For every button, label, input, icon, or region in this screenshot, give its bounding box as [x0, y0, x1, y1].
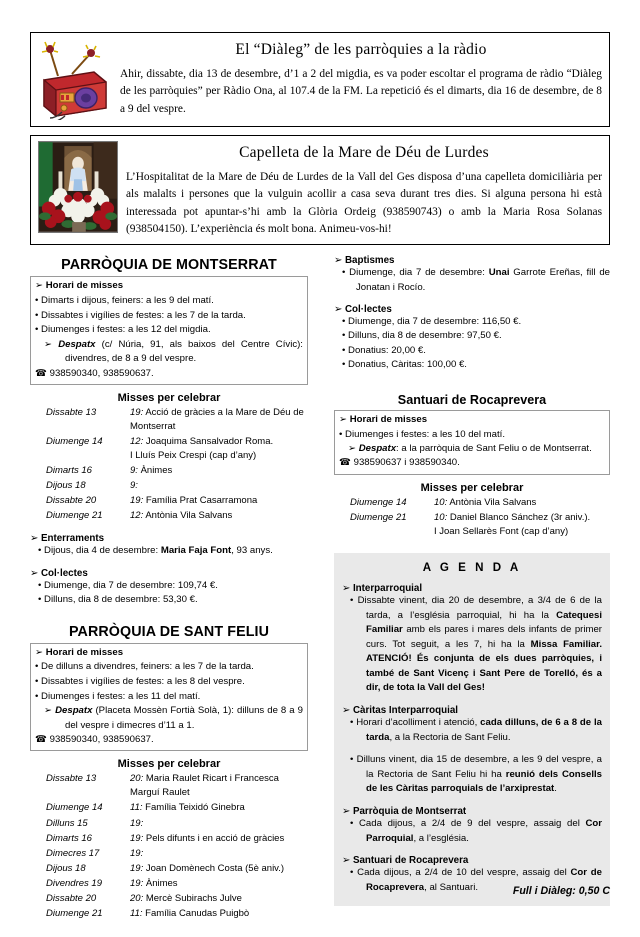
bullet-icon: •: [35, 295, 39, 307]
parish-title-santfeliu: PARRÒQUIA DE SANT FELIU: [68, 623, 270, 640]
collection-item: • Diumenge, dia 7 de desembre: 109,74 €.: [38, 579, 218, 591]
arrow-icon: ➢: [44, 705, 53, 717]
montserrat-phone: ☎ 938590340, 938590637.: [35, 367, 154, 379]
arrow-icon: ➢: [342, 805, 351, 817]
schedule-item: • Dissabtes i vigílies de festes: a les 7 de la tarda.: [35, 309, 246, 321]
arrow-icon: ➢: [35, 280, 44, 292]
left-column: [30, 255, 308, 922]
table-row: Dijous 18 19: Joan Domènech Costa (5è aniv.): [46, 862, 285, 874]
bullet-icon: •: [350, 595, 354, 607]
table-row: Diumenge 21 10: Daniel Blanco Sánchez (3r aniv.). I Joan Sellarès Font (cap d’any): [350, 511, 591, 537]
arrow-icon: ➢: [339, 413, 348, 425]
agenda-item: • Dilluns vinent, dia 15 de desembre, a les 9 del vespre, a la Rectoria de Sant Feliu hi ha reunió dels Consells de les Càritas parroquials de l’arxiprestat.: [350, 754, 603, 795]
table-row: Dimarts 16 19: Pels difunts i en acció de gràcies: [46, 832, 285, 844]
bullet-icon: •: [342, 359, 346, 371]
table-row: Dissabte 20 20: Mercè Subirachs Julve: [46, 892, 242, 904]
arrow-icon: ➢: [334, 304, 343, 316]
baptisms-section: [334, 255, 610, 295]
burial-item: • Dijous, dia 4 de desembre: Maria Faja Font, 93 anys.: [38, 545, 273, 557]
schedule-item: • Diumenges i festes: a les 11 del matí.: [35, 690, 201, 702]
montserrat-office: ➢ Despatx (c/ Núria, 91, als baixos del Centre Cívic): divendres, de 8 a 9 del vespre.: [44, 338, 303, 365]
collection-item: • Dilluns, dia 8 de desembre: 97,50 €.: [342, 330, 502, 342]
bullet-icon: •: [350, 817, 354, 829]
arrow-icon: ➢: [30, 533, 39, 545]
agenda-block: [342, 806, 602, 846]
collection-item: • Donatius, Càritas: 100,00 €.: [342, 359, 467, 371]
bullet-icon: •: [342, 344, 346, 356]
agenda-box: [334, 553, 610, 906]
collection-item: • Donatius: 20,00 €.: [342, 344, 426, 356]
montserrat-burials: [30, 533, 308, 558]
santfeliu-info-box: [30, 643, 308, 752]
bullet-icon: •: [350, 867, 354, 879]
table-row: Dissabte 13 19: Acció de gràcies a la Mare de Déu de Montserrat: [46, 407, 304, 433]
agenda-block: [342, 583, 602, 696]
right-column: [334, 255, 610, 922]
agenda-item: • Cada dijous, a 2/4 de 9 del vespre, assaig del Cor Parroquial, a l’església.: [350, 817, 602, 844]
table-row: Dimecres 17 19:: [46, 847, 144, 859]
feature-title: El “Diàleg” de les parròquies a la ràdio: [235, 41, 487, 58]
arrow-icon: ➢: [342, 855, 351, 867]
montserrat-schedule-head: ➢ Horari de misses: [35, 280, 124, 292]
rocaprevera-masses-title: Misses per celebrar: [420, 481, 524, 494]
agenda-block-head: ➢ Santuari de Rocaprevera: [342, 855, 469, 867]
montserrat-info-box: [30, 276, 308, 385]
schedule-item: • Dimarts i dijous, feiners: a les 9 del matí.: [35, 295, 214, 307]
arrow-icon: ➢: [30, 567, 39, 579]
rocaprevera-info-box: [334, 410, 610, 475]
agenda-title: A G E N D A: [422, 561, 522, 575]
collection-item: • Diumenge, dia 7 de desembre: 116,50 €.: [342, 316, 522, 328]
bullet-icon: •: [350, 754, 354, 766]
bullet-icon: •: [38, 594, 42, 606]
newsletter-page: [0, 32, 640, 937]
arrow-icon: ➢: [348, 443, 357, 455]
lourdes-photo: [38, 141, 118, 233]
table-row: Dissabte 13 20: Maria Raulet Ricart i Francesca Marguí Raulet: [46, 773, 279, 799]
phone-icon: ☎: [339, 457, 351, 469]
santfeliu-phone: ☎ 938590340, 938590637.: [35, 734, 154, 745]
agenda-item: • Horari d’acolliment i atenció, cada dilluns, de 6 a 8 de la tarda, a la Rectoria de Sant Feliu.: [350, 717, 602, 743]
table-row: Diumenge 14 10: Antònia Vila Salvans: [350, 496, 537, 508]
agenda-item: • Dissabte vinent, dia 20 de desembre, a 3/4 de 6 de la tarda, a l’església parroquial, hi ha la Catequesi Familiar amb els pares i mares dels infants de primer curs. Tot seguit, a les 7, hi ha la Missa Familiar. ATENCIÓ! És conjunta de els dues parròquies, i també de Sant Vicenç i Sant Pere de Torelló, és a dir, de tota la Vall del Ges!: [350, 595, 602, 694]
schedule-item: • De dilluns a divendres, feiners: a les 7 de la tarda.: [35, 661, 254, 673]
phone-icon: ☎: [35, 367, 47, 379]
arrow-icon: ➢: [342, 583, 351, 595]
bullet-icon: •: [342, 316, 346, 328]
table-row: Diumenge 14 12: Joaquima Sansalvador Roma. I Lluís Peix Crespi (cap d’any): [46, 436, 274, 462]
bullet-icon: •: [35, 324, 39, 336]
arrow-icon: ➢: [342, 705, 351, 717]
arrow-icon: ➢: [35, 646, 44, 658]
bullet-icon: •: [38, 545, 42, 557]
feature-title: Capelleta de la Mare de Déu de Lurdes: [239, 144, 489, 161]
schedule-item: • Diumenges i festes: a les 12 del migdia.: [35, 324, 211, 336]
radio-icon: [38, 38, 112, 120]
collections-head: ➢ Col·lectes: [334, 304, 392, 316]
bullet-icon: •: [35, 309, 39, 321]
montserrat-collections: [30, 568, 308, 608]
page-footer: Full i Diàleg: 0,50 C: [512, 885, 610, 897]
santfeliu-masses-title: Misses per celebrar: [117, 758, 221, 771]
bullet-icon: •: [339, 428, 343, 440]
rocaprevera-office: ➢ Despatx: a la parròquia de Sant Feliu o de Montserrat.: [348, 443, 592, 455]
schedule-item: • Dissabtes i vigílies de festes: a les 8 del vespre.: [35, 676, 245, 688]
agenda-block-head: ➢ Càritas Interparroquial: [342, 705, 459, 717]
phone-icon: ☎: [35, 734, 47, 745]
arrow-icon: ➢: [44, 338, 53, 350]
table-row: Diumenge 21 11: Família Canudas Puigbò: [46, 907, 250, 919]
rocaprevera-masses-table: [350, 496, 610, 540]
parish-title-montserrat: PARRÒQUIA DE MONTSERRAT: [61, 257, 277, 274]
bullet-icon: •: [350, 717, 354, 729]
baptisms-head: ➢ Baptismes: [334, 255, 395, 267]
table-row: Divendres 19 19: Ànimes: [46, 877, 178, 889]
santfeliu-masses-table: [46, 772, 308, 921]
table-row: Diumenge 14 11: Família Teixidó Ginebra: [46, 802, 245, 814]
table-row: Diumenge 21 12: Antònia Vila Salvans: [46, 510, 233, 522]
feature-box-lourdes: [30, 135, 610, 245]
bullet-icon: •: [35, 690, 39, 702]
santfeliu-office: ➢ Despatx (Placeta Mossèn Fortià Solà, 1): dilluns de 8 a 9 del vespre i dimecres d’11 a 1.: [44, 705, 304, 731]
bullet-icon: •: [35, 661, 39, 673]
santfeliu-schedule-head: ➢ Horari de misses: [35, 646, 124, 658]
collections-section-right: [334, 304, 610, 373]
rocaprevera-schedule-head: ➢ Horari de misses: [339, 413, 428, 425]
agenda-item: • Cada dijous, a 2/4 de 10 del vespre, assaig del Cor de Rocaprevera, al Santuari.: [350, 867, 603, 893]
schedule-item: • Diumenges i festes: a les 10 del matí.: [339, 428, 506, 440]
burials-head: ➢ Enterraments: [30, 533, 105, 545]
table-row: Dissabte 20 19: Família Prat Casarramona: [46, 495, 258, 507]
montserrat-masses-title: Misses per celebrar: [117, 392, 221, 405]
arrow-icon: ➢: [334, 255, 343, 267]
agenda-block-head: ➢ Interparroquial: [342, 583, 423, 595]
table-row: Dimarts 16 9: Ànimes: [46, 465, 173, 477]
collections-head: ➢ Col·lectes: [30, 567, 88, 579]
rocaprevera-phone: ☎ 938590637 i 938590340.: [339, 457, 460, 469]
bullet-icon: •: [342, 330, 346, 342]
bullet-icon: •: [35, 676, 39, 688]
bullet-icon: •: [38, 579, 42, 591]
agenda-block: [342, 705, 602, 797]
baptism-item: • Diumenge, dia 7 de desembre: Unai Garrote Ereñas, fill de Jonatan i Rocío.: [342, 267, 611, 293]
feature-text: L’Hospitalitat de la Mare de Déu de Lurdes de la Vall del Ges disposa d’una capelleta domiciliària per als malalts i persones que la vulguin acollir a casa seva durant tres dies. Si alguna persona hi està interessada pot apuntar-s’hi amb la Glòria Ordeig (938590743) o amb la Maria Rosa Solanas (938504150). L’experiència és molt bona. Animeu-vos-hi!: [126, 171, 602, 235]
table-row: Dilluns 15 19:: [46, 817, 144, 829]
content-columns: [30, 255, 612, 922]
feature-text: Ahir, dissabte, dia 13 de desembre, d’1 a 2 del migdia, es va poder escoltar el programa de ràdio “Diàleg de les parròquies” per Ràdio Ona, al 107.4 de la FM. La repetició és el dimarts, dia 16 de desembre, de 8 a 9 del vespre.: [120, 68, 602, 115]
montserrat-masses-table: [46, 406, 308, 524]
sanctuary-title-rocaprevera: Santuari de Rocaprevera: [397, 392, 547, 407]
collection-item: • Dilluns, dia 8 de desembre: 53,30 €.: [38, 594, 198, 606]
table-row: Dijous 18 9:: [46, 480, 138, 492]
feature-box-radio: [30, 32, 610, 127]
agenda-block-head: ➢ Parròquia de Montserrat: [342, 805, 467, 817]
bullet-icon: •: [342, 267, 346, 279]
